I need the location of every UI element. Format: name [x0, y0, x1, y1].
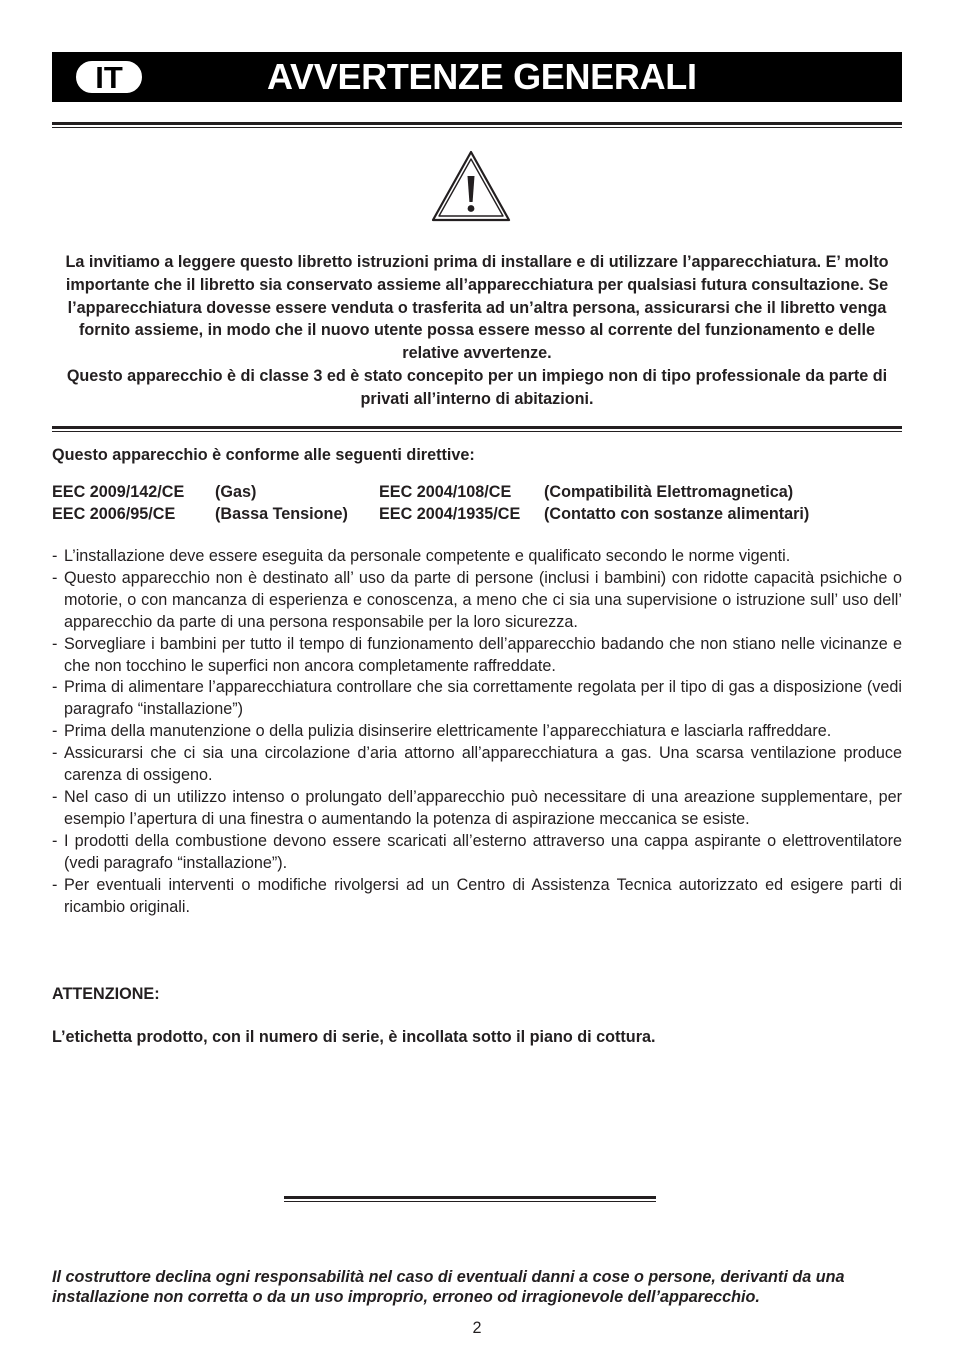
directive-name: (Gas) — [215, 483, 257, 501]
warning-item: - Nel caso di un utilizzo intenso o prolungato dell’apparecchio può necessitare di una areazione supplementare, per esempio l’apertura di una finestra o aumentando la potenza di aspirazione meccanica se esiste. — [52, 787, 902, 831]
section-header — [52, 52, 902, 102]
intro-paragraph: La invitiamo a leggere questo libretto istruzioni prima di installare e di utilizzare l’apparecchiatura. E’ molto importante che il libretto sia conservato assieme all’apparecchiatura per qualsiasi futura consultazione. Se l’apparecchiatura dovesse essere venduta o trasferita ad un’altra persona, assicurarsi che il libretto venga fornito assieme, in modo che il nuovo utente possa essere messo al corrente del funzionamento e delle relative avvertenze. — [65, 253, 889, 363]
directives-title: Questo apparecchio è conforme alle seguenti direttive: — [52, 446, 475, 464]
attention-text: L’etichetta prodotto, con il numero di serie, è incollata sotto il piano di cottura. — [52, 1028, 656, 1046]
directive-name: (Contatto con sostanze alimentari) — [544, 505, 810, 523]
warning-triangle-icon — [430, 149, 512, 223]
intro-paragraph: Questo apparecchio è di classe 3 ed è stato concepito per un impiego non di tipo professionale da parte di privati all’interno di abitazioni. — [66, 366, 888, 408]
warning-item: - Prima della manutenzione o della pulizia disinserire elettricamente l’apparecchiatura e lasciarla raffreddare. — [52, 721, 902, 743]
warnings-list — [52, 546, 902, 918]
warning-item: - I prodotti della combustione devono essere scaricati all’esterno attraverso una cappa aspirante o elettroventilatore (vedi paragrafo “installazione”). — [52, 831, 902, 875]
warning-item: - Assicurarsi che ci sia una circolazione d’aria attorno all’apparecchiatura a gas. Una scarsa ventilazione produce carenza di ossigeno. — [52, 743, 902, 787]
warning-item: - L’installazione deve essere eseguita da personale competente e qualificato secondo le norme vigenti. — [52, 546, 902, 568]
warning-item: - Prima di alimentare l’apparecchiatura controllare che sia correttamente regolata per il tipo di gas a disposizione (vedi paragrafo “installazione”) — [52, 677, 902, 721]
divider — [52, 426, 902, 431]
directive-code: EEC 2004/108/CE — [379, 483, 512, 501]
language-badge-label: IT — [95, 59, 123, 95]
disclaimer: Il costruttore declina ogni responsabilità nel caso di eventuali danni a cose o persone, derivanti da una installazione non corretta o da un uso improprio, erroneo od irragionevole dell’apparecchio. — [52, 1268, 845, 1306]
directive-row — [52, 503, 809, 525]
page-number: 2 — [472, 1319, 482, 1337]
directive-name: (Bassa Tensione) — [215, 505, 348, 523]
directive-code: EEC 2006/95/CE — [52, 505, 176, 523]
language-badge — [73, 58, 145, 96]
warning-item: - Per eventuali interventi o modifiche rivolgersi ad un Centro di Assistenza Tecnica autorizzato ed esigere parti di ricambio originali. — [52, 875, 902, 919]
divider — [52, 122, 902, 127]
intro-text — [52, 251, 902, 411]
attention-label: ATTENZIONE: — [52, 985, 160, 1003]
divider — [284, 1196, 656, 1201]
directives-table — [52, 481, 809, 525]
warning-item: - Sorvegliare i bambini per tutto il tempo di funzionamento dell’apparecchio badando che non stiano nelle vicinanze e che non tocchino le superfici non ancora completamente raffreddate. — [52, 634, 902, 678]
warning-item: - Questo apparecchio non è destinato all’ uso da parte di persone (inclusi i bambini) con ridotte capacità psichiche o motorie, o con mancanza di esperienza e conoscenza, a meno che ci sia una supervisione o istruzione sull’ uso dell’ apparecchio da parte di una persona responsabile per la loro sicurezza. — [52, 568, 902, 634]
directive-name: (Compatibilità Elettromagnetica) — [544, 483, 794, 501]
directive-code: EEC 2009/142/CE — [52, 483, 185, 501]
directive-code: EEC 2004/1935/CE — [379, 505, 521, 523]
directive-row — [52, 481, 809, 503]
page-title: AVVERTENZE GENERALI — [267, 56, 697, 97]
